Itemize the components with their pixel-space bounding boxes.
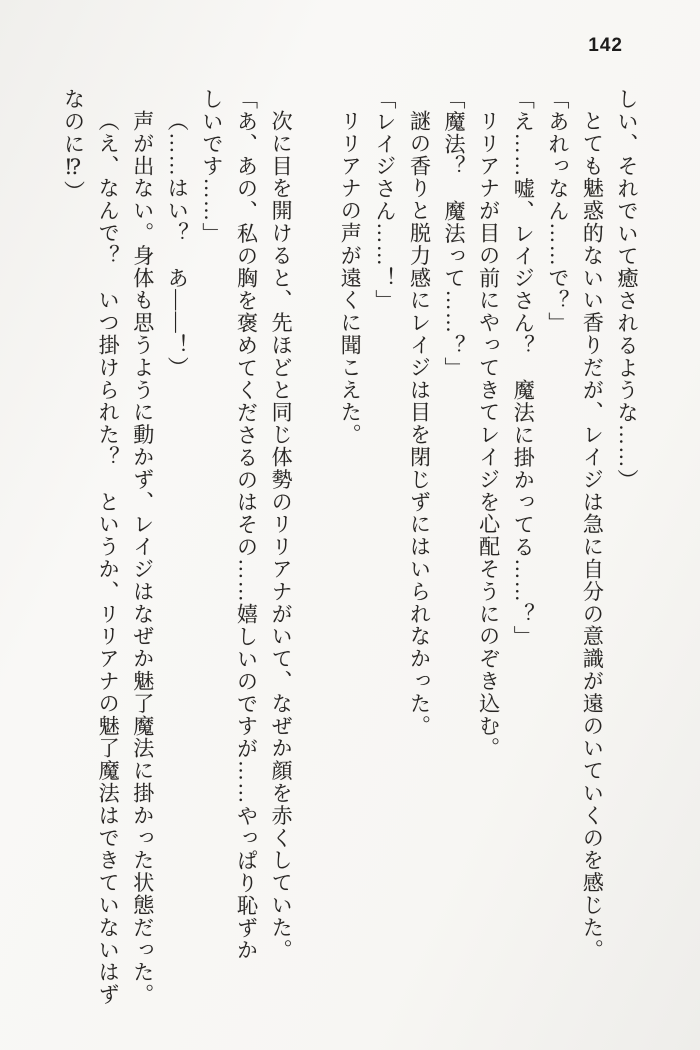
text-column: （……はい？ あ――！） [165, 110, 190, 380]
page-number: 142 [588, 35, 623, 56]
text-column: 声が出ない。身体も思うように動かず、レイジはなぜか魅了魔法に掛かった状態だった。 [130, 110, 155, 1007]
text-column: 「魔法？ 魔法って……？」 [442, 88, 467, 380]
text-column: 「え……嘘、レイジさん？ 魔法に掛かってる……？」 [511, 88, 536, 648]
text-column: （え、なんで？ いつ掛けられた？ というか、リリアナの魅了魔法はできていないはず [96, 110, 121, 1007]
text-column: 謎の香りと脱力感にレイジは目を閉じずにはいられなかった。 [407, 110, 432, 738]
text-column: しい、それでいて癒されるような……） [615, 88, 639, 492]
text-column: リリアナの声が遠くに聞こえた。 [338, 110, 363, 447]
text-column: 次に目を開けると、先ほどと同じ体勢のリリアナがいて、なぜか顔を赤くしていた。 [269, 110, 294, 962]
text-column: しいです……」 [199, 88, 224, 245]
text-column: なのに⁉） [61, 88, 86, 203]
page-text [56, 88, 644, 1022]
text-column: 「レイジさん……！」 [372, 88, 397, 312]
text-column: 「あれっなん……で？」 [545, 88, 570, 335]
text-column [298, 88, 333, 1022]
text-column: 「あ、あの、私の胸を褒めてくださるのはその……嬉しいのですが……やっぱり恥ずか [234, 88, 259, 962]
text-column: とても魅惑的ないい香りだが、レイジは急に自分の意識が遠のいていくのを感じた。 [580, 110, 605, 962]
text-column: リリアナが目の前にやってきてレイジを心配そうにのぞき込む。 [476, 110, 501, 760]
